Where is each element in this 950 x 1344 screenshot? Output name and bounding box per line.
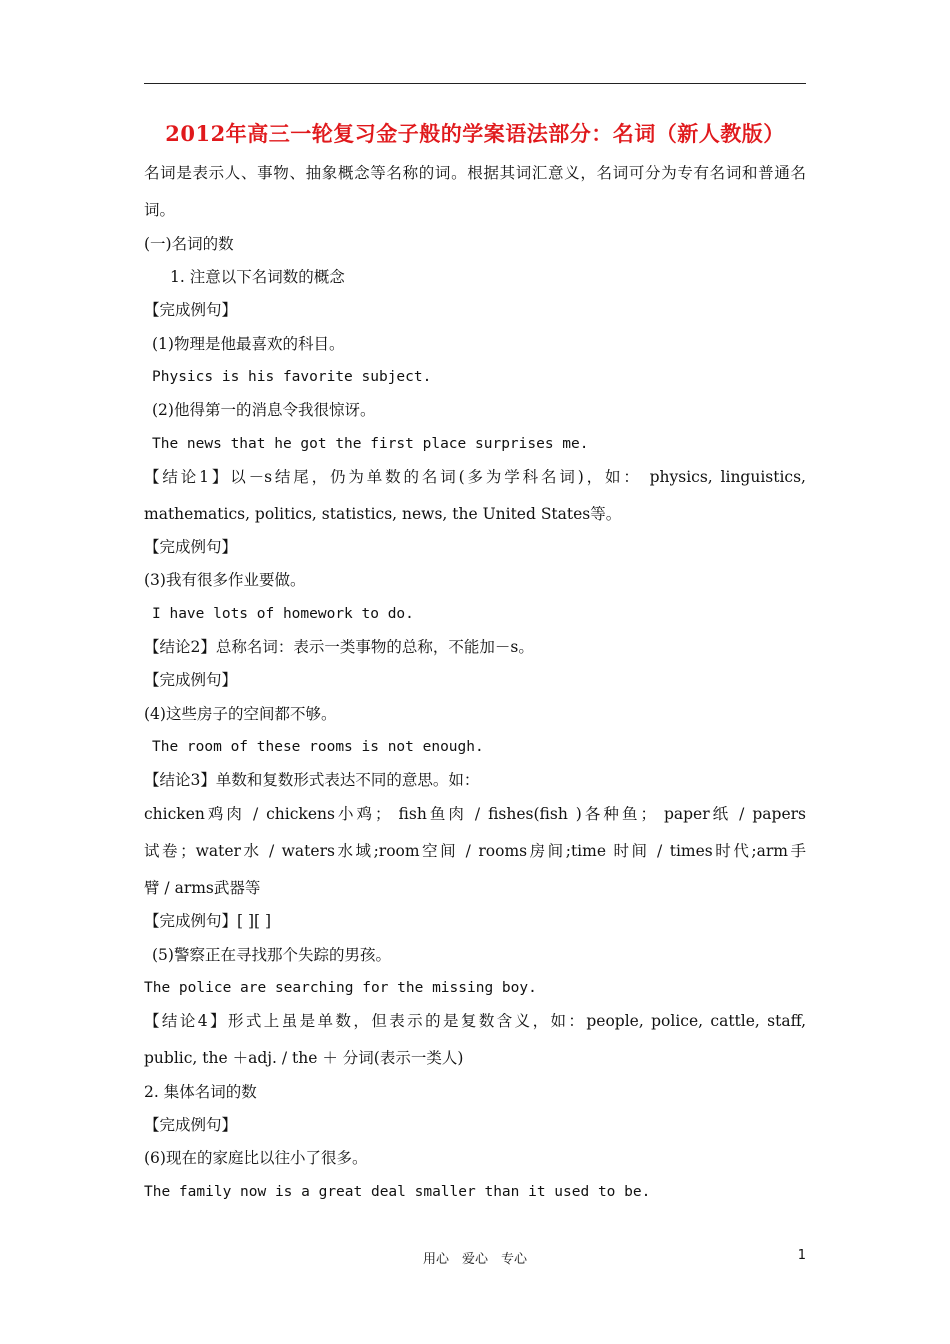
example-3-chinese: (3)我有很多作业要做。 xyxy=(144,571,306,589)
conclusion-3-examples-line-3: 臂 / arms武器等 xyxy=(144,879,261,897)
example-label: 【完成例句】 xyxy=(144,301,238,319)
example-3-english: I have lots of homework to do. xyxy=(152,606,414,622)
conclusion-1-line-1: 【结论1】以－s结尾，仍为单数的名词(多为学科名词)，如： physics, linguistics, xyxy=(144,468,806,486)
example-4-english: The room of these rooms is not enough. xyxy=(152,739,484,755)
subsection-heading-2: 2. 集体名词的数 xyxy=(144,1083,257,1101)
footer-motto: 用心 爱心 专心 xyxy=(422,1252,527,1267)
example-4-chinese: (4)这些房子的空间都不够。 xyxy=(144,705,337,723)
example-6-chinese: (6)现在的家庭比以往小了很多。 xyxy=(144,1149,368,1167)
page-footer xyxy=(144,1248,806,1267)
document-title: 2012年高三一轮复习金子般的学案语法部分：名词（新人教版） xyxy=(165,121,785,146)
conclusion-4-line-2: public, the ＋adj. / the ＋ 分词(表示一类人) xyxy=(144,1049,464,1067)
example-2-english: The news that he got the first place surprises me. xyxy=(152,436,589,452)
example-label: 【完成例句】 xyxy=(144,538,238,556)
example-label: 【完成例句】[ ][ ] xyxy=(144,912,272,930)
example-1-chinese: (1)物理是他最喜欢的科目。 xyxy=(152,335,345,353)
intro-line-2: 词。 xyxy=(144,201,176,219)
example-5-english: The police are searching for the missing boy. xyxy=(144,980,537,996)
section-heading-noun-number: (一)名词的数 xyxy=(144,235,234,253)
intro-line-1: 名词是表示人、事物、抽象概念等名称的词。根据其词汇意义，名词可分为专有名词和普通名 xyxy=(144,164,806,182)
header-rule xyxy=(144,83,806,84)
example-label: 【完成例句】 xyxy=(144,671,238,689)
page-number: 1 xyxy=(797,1248,806,1263)
example-6-english: The family now is a great deal smaller than it used to be. xyxy=(144,1184,651,1200)
subsection-heading-1: 1. 注意以下名词数的概念 xyxy=(170,268,345,286)
conclusion-3: 【结论3】单数和复数形式表达不同的意思。如： xyxy=(144,771,480,789)
conclusion-2: 【结论2】总称名词：表示一类事物的总称，不能加－s。 xyxy=(144,638,534,656)
conclusion-4-line-1: 【结论4】形式上虽是单数，但表示的是复数含义，如：people, police, cattle, staff, xyxy=(144,1012,806,1030)
example-2-chinese: (2)他得第一的消息令我很惊讶。 xyxy=(152,401,376,419)
conclusion-1-line-2: mathematics, politics, statistics, news, the United States等。 xyxy=(144,505,622,523)
example-label: 【完成例句】 xyxy=(144,1116,238,1134)
conclusion-3-examples-line-2: 试卷；water水 / waters水域;room空间 / rooms房间;time 时间 / times时代;arm手 xyxy=(144,842,806,860)
example-1-english: Physics is his favorite subject. xyxy=(152,369,432,385)
example-5-chinese: (5)警察正在寻找那个失踪的男孩。 xyxy=(152,946,391,964)
conclusion-3-examples-line-1: chicken鸡肉 / chickens小鸡； fish鱼肉 / fishes(fish )各种鱼； paper纸 / papers xyxy=(144,805,806,823)
